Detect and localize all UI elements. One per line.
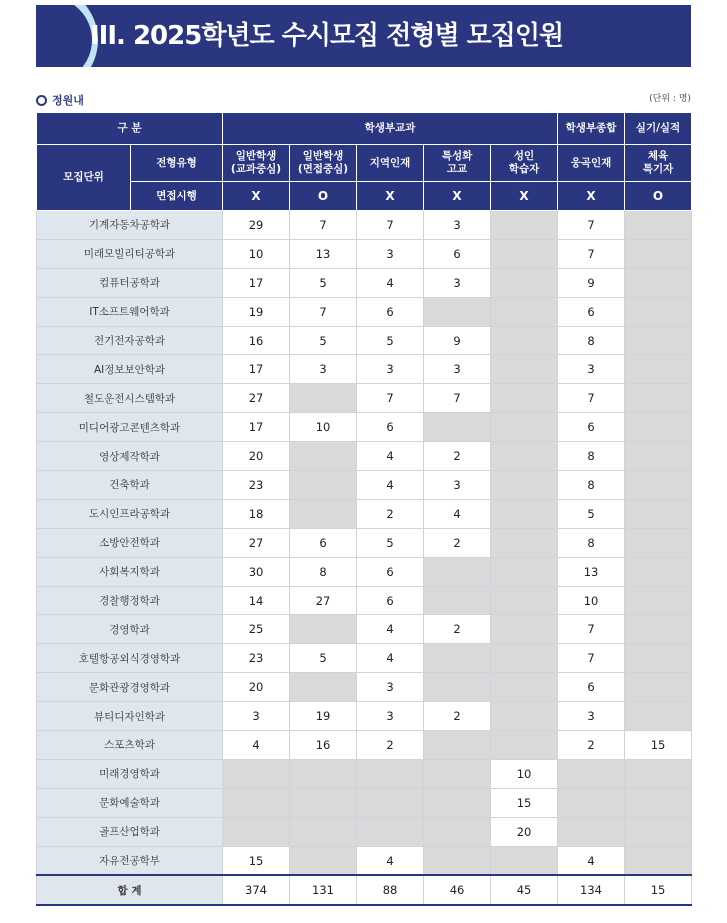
dept-name: 철도운전시스템학과 [37,384,223,413]
quota-cell: 7 [357,211,424,240]
table-row [37,759,692,788]
quota-cell: 8 [558,442,625,471]
quota-cell: 4 [424,499,491,528]
header-type-line: 특성화 [441,150,473,162]
empty-cell [491,239,558,268]
dept-name: 자유전공학부 [37,846,223,875]
empty-cell [625,499,692,528]
quota-cell: 4 [357,442,424,471]
header-unit: 모집단위 [37,145,131,211]
empty-cell [491,499,558,528]
empty-cell [491,413,558,442]
table-row [37,846,692,875]
empty-cell [491,326,558,355]
empty-cell [491,731,558,760]
quota-cell: 3 [558,355,625,384]
header-type-col [223,145,290,182]
empty-cell [625,817,692,846]
quota-cell: 3 [223,702,290,731]
table-row [37,731,692,760]
quota-cell: 14 [223,586,290,615]
total-value: 46 [424,875,491,905]
empty-cell [424,731,491,760]
empty-cell [625,615,692,644]
quota-cell: 2 [357,499,424,528]
empty-cell [290,788,357,817]
table-row [37,326,692,355]
header-type-col [357,145,424,182]
empty-cell [491,355,558,384]
quota-cell: 6 [357,557,424,586]
quota-cell: 19 [223,297,290,326]
empty-cell [625,586,692,615]
empty-cell [625,846,692,875]
total-value: 45 [491,875,558,905]
table-row [37,817,692,846]
quota-cell: 2 [558,731,625,760]
interview-mark: O [625,182,692,211]
quota-cell: 5 [357,326,424,355]
table-row [37,528,692,557]
quota-cell: 4 [357,644,424,673]
empty-cell [625,326,692,355]
quota-cell: 3 [357,355,424,384]
quota-cell: 17 [223,268,290,297]
banner-decoration-inner [36,5,92,67]
quota-cell: 2 [424,442,491,471]
header-type-col [491,145,558,182]
empty-cell [491,471,558,500]
header-type-line: 웅곡인재 [570,156,612,169]
empty-cell [491,528,558,557]
empty-cell [491,702,558,731]
empty-cell [625,355,692,384]
quota-cell: 4 [223,731,290,760]
quota-cell: 18 [223,499,290,528]
section-label [36,92,84,108]
quota-cell: 15 [491,788,558,817]
quota-cell: 27 [223,384,290,413]
header-group-comprehensive: 학생부종합 [558,113,625,145]
dept-name: 뷰티디자인학과 [37,702,223,731]
empty-cell [625,788,692,817]
header-type-line: (교과중심) [230,163,282,175]
quota-cell: 6 [424,239,491,268]
dept-name: 호텔항공외식경영학과 [37,644,223,673]
table-row [37,384,692,413]
quota-cell: 7 [290,211,357,240]
table-row [37,239,692,268]
quota-cell: 19 [290,702,357,731]
dept-name: IT소프트웨어학과 [37,297,223,326]
quota-cell: 6 [290,528,357,557]
table-row [37,557,692,586]
header-gubun: 구 분 [37,113,223,145]
empty-cell [491,673,558,702]
quota-cell: 4 [357,615,424,644]
header-interview: 면접시행 [131,182,223,211]
dept-name: 골프산업학과 [37,817,223,846]
empty-cell [625,528,692,557]
empty-cell [491,268,558,297]
empty-cell [625,471,692,500]
empty-cell [424,817,491,846]
dept-name: 경찰행정학과 [37,586,223,615]
quota-cell: 17 [223,355,290,384]
quota-cell: 7 [558,384,625,413]
quota-cell: 10 [491,759,558,788]
quota-cell: 4 [558,846,625,875]
quota-cell: 3 [424,268,491,297]
empty-cell [357,759,424,788]
quota-cell: 27 [223,528,290,557]
quota-cell: 2 [424,615,491,644]
quota-cell: 5 [290,268,357,297]
table-row [37,442,692,471]
quota-cell: 15 [625,731,692,760]
empty-cell [625,557,692,586]
empty-cell [357,788,424,817]
table-row [37,673,692,702]
quota-cell: 9 [558,268,625,297]
page-title: III. 2025학년도 수시모집 전형별 모집인원 [90,21,564,51]
title-banner [36,5,691,67]
quota-cell: 6 [558,413,625,442]
empty-cell [223,759,290,788]
total-label: 합 계 [37,875,223,905]
empty-cell [625,297,692,326]
empty-cell [491,211,558,240]
dept-name: 소방안전학과 [37,528,223,557]
quota-cell: 7 [558,615,625,644]
table-row [37,471,692,500]
total-value: 88 [357,875,424,905]
quota-cell: 17 [223,413,290,442]
quota-cell: 6 [558,297,625,326]
dept-name: 미디어광고콘텐츠학과 [37,413,223,442]
empty-cell [625,239,692,268]
empty-cell [290,846,357,875]
quota-cell: 3 [357,702,424,731]
empty-cell [625,384,692,413]
empty-cell [491,557,558,586]
empty-cell [491,586,558,615]
empty-cell [558,788,625,817]
quota-cell: 7 [558,239,625,268]
header-type-line: (면접중심) [297,163,349,175]
dept-name: 미래모빌리티공학과 [37,239,223,268]
dept-name: 미래경영학과 [37,759,223,788]
dept-name: AI정보보안학과 [37,355,223,384]
quota-cell: 4 [357,846,424,875]
header-type-col [625,145,692,182]
total-value: 131 [290,875,357,905]
quota-cell: 10 [223,239,290,268]
quota-cell: 3 [558,702,625,731]
empty-cell [625,442,692,471]
quota-cell: 6 [558,673,625,702]
quota-cell: 10 [558,586,625,615]
empty-cell [625,759,692,788]
empty-cell [424,673,491,702]
header-type-line: 일반학생 [235,150,277,162]
dept-name: 전기전자공학과 [37,326,223,355]
total-value: 134 [558,875,625,905]
empty-cell [491,384,558,413]
header-type-col [290,145,357,182]
quota-cell: 6 [357,297,424,326]
quota-cell: 3 [357,673,424,702]
quota-cell: 13 [558,557,625,586]
quota-cell: 3 [424,471,491,500]
quota-cell: 9 [424,326,491,355]
unit-note: (단위 : 명) [649,94,691,104]
header-type-line: 고교 [446,163,468,175]
empty-cell [357,817,424,846]
quota-cell: 3 [357,239,424,268]
dept-name: 사회복지학과 [37,557,223,586]
quota-cell: 7 [558,211,625,240]
quota-cell: 7 [290,297,357,326]
quota-cell: 25 [223,615,290,644]
quota-cell: 29 [223,211,290,240]
empty-cell [625,644,692,673]
quota-cell: 8 [558,471,625,500]
dept-name: 영상제작학과 [37,442,223,471]
table-row [37,644,692,673]
header-group-student: 학생부교과 [223,113,558,145]
header-type-line: 지역인재 [369,156,411,169]
empty-cell [625,702,692,731]
dept-name: 스포츠학과 [37,731,223,760]
interview-mark: X [424,182,491,211]
dept-name: 문화예술학과 [37,788,223,817]
table-row [37,211,692,240]
empty-cell [290,471,357,500]
empty-cell [424,557,491,586]
quota-cell: 2 [424,528,491,557]
dept-name: 건축학과 [37,471,223,500]
quota-cell: 20 [491,817,558,846]
quota-cell: 5 [558,499,625,528]
quota-cell: 4 [357,268,424,297]
header-type-line: 체육 [647,150,669,162]
empty-cell [558,759,625,788]
empty-cell [625,211,692,240]
table-row [37,297,692,326]
empty-cell [290,442,357,471]
total-row [37,875,692,905]
table-row [37,788,692,817]
table-row [37,268,692,297]
admission-table [36,112,692,906]
empty-cell [424,644,491,673]
header-type-line: 성인 [513,150,535,162]
quota-cell: 8 [558,326,625,355]
empty-cell [424,788,491,817]
header-type-col [558,145,625,182]
dept-name: 기계자동차공학과 [37,211,223,240]
total-value: 15 [625,875,692,905]
quota-cell: 2 [357,731,424,760]
empty-cell [290,673,357,702]
quota-cell: 16 [290,731,357,760]
header-type-line: 학습자 [508,163,540,175]
empty-cell [290,759,357,788]
empty-cell [424,846,491,875]
empty-cell [625,413,692,442]
empty-cell [424,759,491,788]
empty-cell [424,586,491,615]
empty-cell [491,644,558,673]
quota-cell: 15 [223,846,290,875]
total-value: 374 [223,875,290,905]
section-label-text: 정원내 [52,94,84,107]
quota-cell: 13 [290,239,357,268]
empty-cell [625,268,692,297]
quota-cell: 20 [223,673,290,702]
empty-cell [290,615,357,644]
quota-cell: 7 [424,384,491,413]
dept-name: 경영학과 [37,615,223,644]
quota-cell: 20 [223,442,290,471]
quota-cell: 7 [357,384,424,413]
quota-cell: 3 [424,211,491,240]
empty-cell [625,673,692,702]
quota-cell: 7 [558,644,625,673]
quota-cell: 5 [290,326,357,355]
quota-cell: 16 [223,326,290,355]
empty-cell [558,817,625,846]
quota-cell: 30 [223,557,290,586]
table-row [37,702,692,731]
empty-cell [424,413,491,442]
empty-cell [491,442,558,471]
quota-cell: 8 [290,557,357,586]
quota-cell: 23 [223,471,290,500]
quota-cell: 27 [290,586,357,615]
table-row [37,615,692,644]
header-type-line: 일반학생 [302,150,344,162]
interview-mark: X [223,182,290,211]
interview-mark: X [357,182,424,211]
quota-cell: 5 [290,644,357,673]
table-row [37,413,692,442]
empty-cell [424,297,491,326]
header-type-col [424,145,491,182]
quota-cell: 8 [558,528,625,557]
quota-cell: 2 [424,702,491,731]
quota-cell: 5 [357,528,424,557]
dept-name: 문화관광경영학과 [37,673,223,702]
empty-cell [491,846,558,875]
interview-mark: O [290,182,357,211]
quota-cell: 6 [357,413,424,442]
quota-cell: 3 [424,355,491,384]
interview-mark: X [491,182,558,211]
quota-cell: 4 [357,471,424,500]
quota-cell: 3 [290,355,357,384]
empty-cell [290,817,357,846]
empty-cell [290,384,357,413]
empty-cell [290,499,357,528]
table-row [37,499,692,528]
quota-cell: 23 [223,644,290,673]
empty-cell [491,615,558,644]
header-group-practical: 실기/실적 [625,113,692,145]
quota-cell: 6 [357,586,424,615]
empty-cell [491,297,558,326]
table-row [37,355,692,384]
dept-name: 도시인프라공학과 [37,499,223,528]
ring-bullet-icon [36,95,47,106]
header-type: 전형유형 [131,145,223,182]
empty-cell [223,788,290,817]
interview-mark: X [558,182,625,211]
header-type-line: 특기자 [642,163,674,175]
empty-cell [223,817,290,846]
quota-cell: 10 [290,413,357,442]
table-row [37,586,692,615]
dept-name: 컴퓨터공학과 [37,268,223,297]
